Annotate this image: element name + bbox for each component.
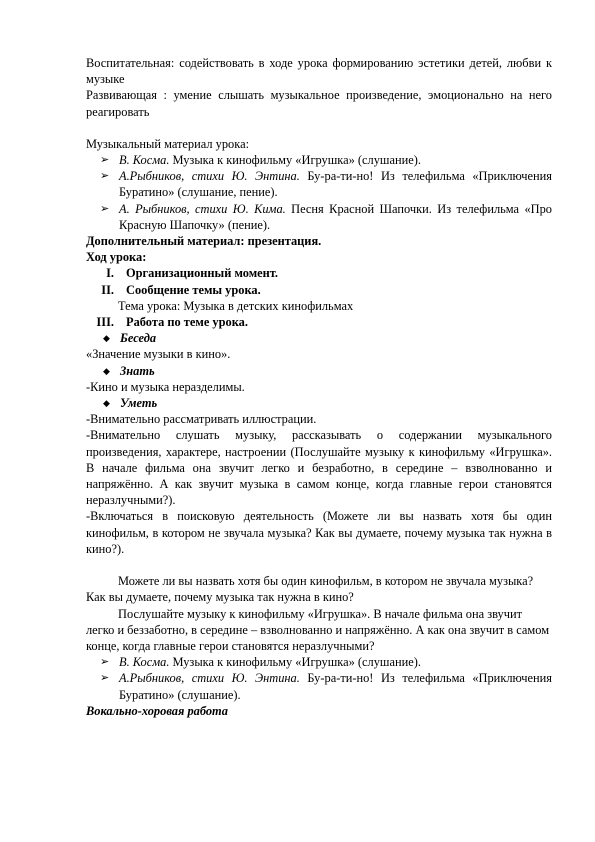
step-number: II. — [101, 282, 114, 297]
diamond-bullet-icon: ◆ — [103, 398, 110, 409]
lesson-topic: Тема урока: Музыка в детских кинофильмах — [118, 298, 354, 313]
material-text: Музыка к кинофильму «Игрушка» (слушание). — [169, 153, 421, 168]
conversation-text: «Значение музыки в кино». — [86, 347, 231, 362]
listen-text: Бу-ра-ти-но! Из телефильма «Приключения Буратино» (слушание). — [119, 671, 552, 702]
skills-line: -Внимательно рассматривать иллюстрации. — [86, 412, 317, 427]
step-number: I. — [106, 266, 114, 281]
list-item — [86, 201, 552, 233]
goal-educational: Воспитательная: содействовать в ходе урока формированию эстетики детей, любви к музыке — [86, 56, 552, 87]
step-number: III. — [96, 315, 114, 330]
listen-author: А.Рыбников, стихи Ю. Энтина. — [119, 671, 300, 686]
additional-material: Дополнительный материал: презентация. — [86, 234, 322, 249]
arrow-bullet-icon: ➢ — [100, 170, 110, 183]
lesson-heading: Ход урока: — [86, 250, 147, 265]
skills-line: -Внимательно слушать музыку, рассказывать о содержании музыкального произведения, характере, настроении (Послушайте музыку к кинофильму «Игрушка». В начале фильма она звучит легко и безработно, в середине – взволнованно и напряжённо. А как звучит музыка в самом конце, когда главные герои становятся неразлучными?). — [86, 428, 552, 508]
material-text: Бу-ра-ти-но! Из телефильма «Приключения Буратино» (слушание, пение). — [119, 169, 552, 200]
lesson-step-1 — [86, 265, 552, 281]
goal-developing: Развивающая : умение слышать музыкальное произведение, эмоционально на него реагировать — [86, 88, 552, 119]
list-item — [86, 654, 552, 670]
material-heading: Музыкальный материал урока: — [86, 136, 250, 151]
arrow-bullet-icon: ➢ — [100, 202, 110, 215]
list-item — [86, 168, 552, 200]
material-list — [86, 152, 552, 233]
document-page — [86, 55, 552, 719]
arrow-bullet-icon: ➢ — [100, 154, 110, 167]
material-author: В. Косма. — [119, 153, 170, 168]
lesson-step-2 — [86, 282, 552, 298]
step-label: Организационный момент. — [126, 266, 279, 281]
arrow-bullet-icon: ➢ — [100, 656, 110, 669]
instruction-paragraph: Послушайте музыку к кинофильму «Игрушка». В начале фильма она звучит легко и беззаботно, в середине – взволнованно и напряжённо. А как она звучит в самом конце, когда главные герои становятся неразлучными? — [86, 606, 550, 653]
diamond-bullet-icon: ◆ — [103, 365, 110, 376]
material-text: Песня Красной Шапочки. Из телефильма «Про Красную Шапочку» (пение). — [119, 201, 552, 232]
step-label: Работа по теме урока. — [126, 315, 248, 330]
list-item — [86, 152, 552, 168]
list-item — [86, 670, 552, 702]
material-author: А.Рыбников, стихи Ю. Энтина. — [119, 169, 300, 184]
choral-work-title: Вокально-хоровая работа — [86, 703, 228, 718]
material-author: А. Рыбников, стихи Ю. Кима. — [119, 201, 286, 216]
lesson-step-3 — [86, 314, 552, 330]
skills-title: ◆ Уметь — [103, 396, 158, 411]
step-label: Сообщение темы урока. — [126, 282, 261, 297]
question-paragraph: Можете ли вы назвать хотя бы один кинофильм, в котором не звучала музыка? Как вы думаете, почему музыка так нужна в кино? — [86, 574, 534, 605]
know-text: -Кино и музыка неразделимы. — [86, 379, 245, 394]
arrow-bullet-icon: ➢ — [100, 672, 110, 685]
conversation-title: ◆ Беседа — [103, 331, 157, 346]
listen-author: В. Косма. — [119, 655, 170, 670]
listen-list — [86, 654, 552, 703]
listen-text: Музыка к кинофильму «Игрушка» (слушание). — [169, 655, 421, 670]
skills-line: -Включаться в поисковую деятельность (Можете ли вы назвать хотя бы один кинофильм, в котором не звучала музыка? Как вы думаете, почему музыка так нужна в кино?). — [86, 509, 552, 556]
know-title: ◆ Знать — [103, 363, 155, 378]
diamond-bullet-icon: ◆ — [103, 333, 110, 344]
